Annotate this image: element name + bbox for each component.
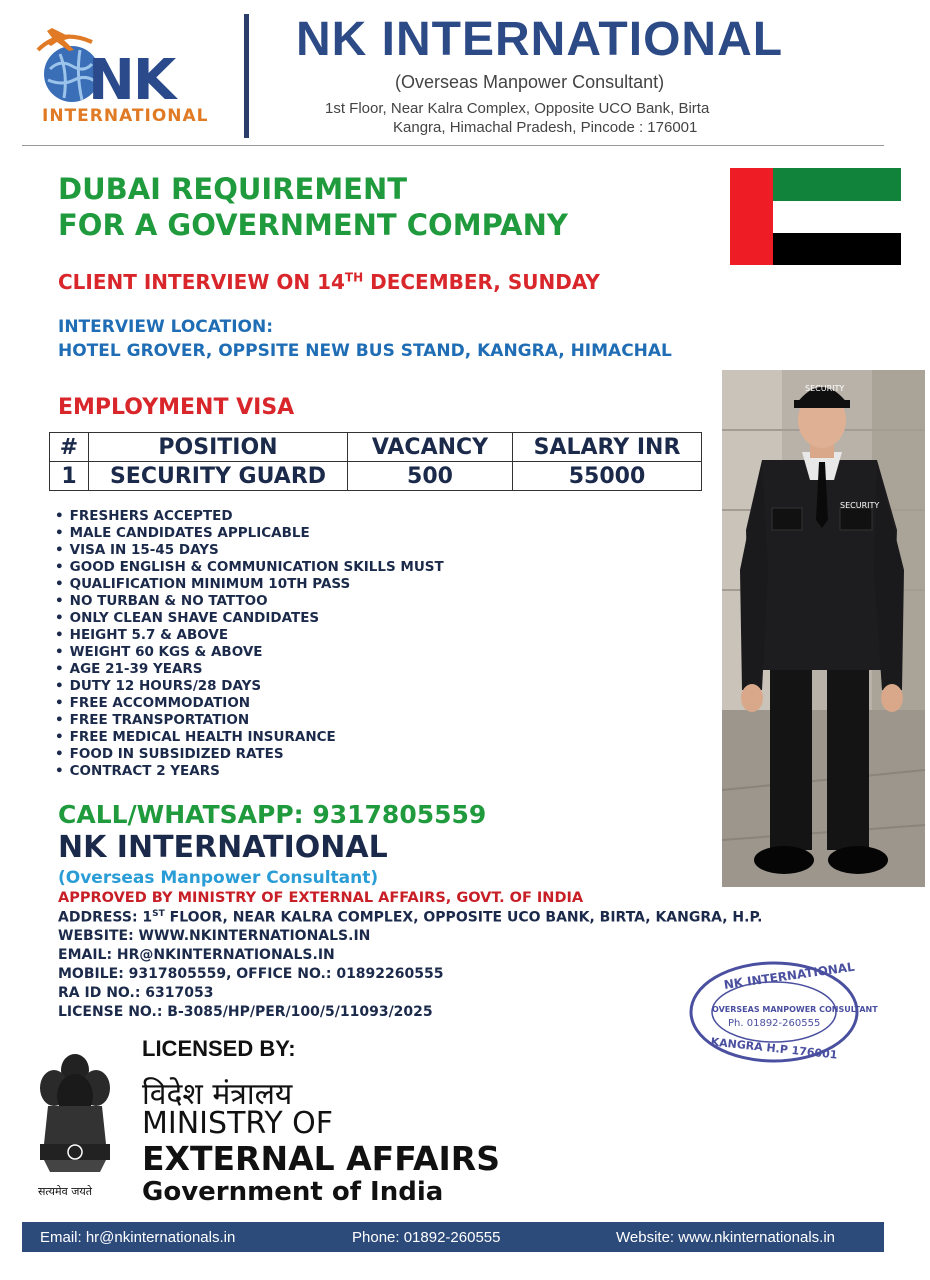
list-item: • WEIGHT 60 KGS & ABOVE [55, 644, 444, 661]
table-header: VACANCY [348, 433, 513, 462]
ministry-line3: Government of India [142, 1177, 444, 1207]
table-header-row [50, 433, 702, 462]
visa-type: EMPLOYMENT VISA [58, 395, 295, 420]
org-name: NK INTERNATIONAL [58, 830, 388, 865]
cap-text: SECURITY [805, 384, 845, 393]
interview-location-label: INTERVIEW LOCATION: [58, 317, 274, 337]
table-cell: SECURITY GUARD [89, 462, 348, 491]
address-prefix: ADDRESS: 1 [58, 909, 153, 926]
list-item: • FOOD IN SUBSIDIZED RATES [55, 746, 444, 763]
emblem-motto: सत्यमेव जयते [38, 1185, 93, 1198]
uae-flag-icon [730, 168, 901, 265]
table-header: # [50, 433, 89, 462]
footer-website[interactable]: Website: www.nkinternationals.in [616, 1229, 835, 1246]
licensed-by-label: LICENSED BY: [142, 1036, 296, 1061]
national-emblem [30, 1048, 120, 1203]
job-table [49, 432, 702, 491]
interview-date-suffix: DECEMBER, SUNDAY [363, 270, 600, 294]
table-header: POSITION [89, 433, 348, 462]
interview-date-sup: TH [344, 270, 364, 285]
list-item: • FRESHERS ACCEPTED [55, 508, 444, 525]
logo-text: NK [88, 48, 175, 113]
list-item: • FREE ACCOMMODATION [55, 695, 444, 712]
requirement-title-line2: FOR A GOVERNMENT COMPANY [58, 208, 568, 242]
company-address-line1: 1st Floor, Near Kalra Complex, Opposite UCO Bank, Birta [325, 100, 710, 117]
list-item: • NO TURBAN & NO TATTOO [55, 593, 444, 610]
company-title: NK INTERNATIONAL [296, 13, 784, 66]
list-item: • CONTRACT 2 YEARS [55, 763, 444, 780]
list-item: • DUTY 12 HOURS/28 DAYS [55, 678, 444, 695]
company-subtitle: (Overseas Manpower Consultant) [395, 72, 665, 92]
logo-subtext: INTERNATIONAL [42, 106, 209, 126]
ministry-line1: MINISTRY OF [142, 1106, 334, 1141]
stamp-middle-text: OVERSEAS MANPOWER CONSULTANT [712, 1005, 878, 1014]
table-cell: 55000 [513, 462, 702, 491]
interview-date [58, 270, 600, 294]
table-cell: 1 [50, 462, 89, 491]
table-header: SALARY INR [513, 433, 702, 462]
website-line: WEBSITE: WWW.NKINTERNATIONALS.IN [58, 928, 371, 944]
address-line [58, 909, 762, 926]
list-item: • VISA IN 15-45 DAYS [55, 542, 444, 559]
ra-id-line: RA ID NO.: 6317053 [58, 985, 214, 1001]
org-subtitle: (Overseas Manpower Consultant) [58, 868, 379, 888]
list-item: • FREE TRANSPORTATION [55, 712, 444, 729]
list-item: • FREE MEDICAL HEALTH INSURANCE [55, 729, 444, 746]
ministry-line2: EXTERNAL AFFAIRS [142, 1139, 500, 1178]
list-item: • GOOD ENGLISH & COMMUNICATION SKILLS MUST [55, 559, 444, 576]
stamp-phone-text: Ph. 01892-260555 [728, 1018, 821, 1029]
company-logo [30, 18, 220, 133]
table-cell: 500 [348, 462, 513, 491]
interview-date-prefix: CLIENT INTERVIEW ON 14 [58, 270, 345, 294]
address-sup: ST [152, 909, 165, 919]
interview-location-value: HOTEL GROVER, OPPSITE NEW BUS STAND, KANGRA, HIMACHAL [58, 341, 672, 361]
footer-phone[interactable]: Phone: 01892-260555 [352, 1229, 501, 1246]
chest-badge-text: SECURITY [840, 501, 880, 510]
header-divider [244, 14, 249, 138]
email-line: EMAIL: HR@NKINTERNATIONALS.IN [58, 947, 335, 963]
footer-bar [22, 1222, 884, 1252]
list-item: • MALE CANDIDATES APPLICABLE [55, 525, 444, 542]
approval-note: APPROVED BY MINISTRY OF EXTERNAL AFFAIRS, GOVT. OF INDIA [58, 890, 584, 906]
list-item: • HEIGHT 5.7 & ABOVE [55, 627, 444, 644]
table-row [50, 462, 702, 491]
security-guard-photo [722, 370, 925, 887]
header-rule [22, 145, 884, 146]
call-whatsapp: CALL/WHATSAPP: 9317805559 [58, 800, 487, 829]
list-item: • QUALIFICATION MINIMUM 10TH PASS [55, 576, 444, 593]
company-address-line2: Kangra, Himachal Pradesh, Pincode : 176001 [393, 119, 698, 136]
stamp-top-text: NK INTERNATIONAL [722, 959, 856, 992]
address-suffix: FLOOR, NEAR KALRA COMPLEX, OPPOSITE UCO BANK, BIRTA, KANGRA, H.P. [164, 909, 763, 926]
requirement-title-line1: DUBAI REQUIREMENT [58, 172, 408, 206]
list-item: • ONLY CLEAN SHAVE CANDIDATES [55, 610, 444, 627]
list-item: • AGE 21-39 YEARS [55, 661, 444, 678]
company-stamp [688, 959, 878, 1064]
license-line: LICENSE NO.: B-3085/HP/PER/100/5/11093/2025 [58, 1004, 433, 1020]
ministry-hindi: विदेश मंत्रालय [142, 1077, 293, 1112]
requirements-list [55, 508, 444, 780]
footer-email[interactable]: Email: hr@nkinternationals.in [40, 1229, 236, 1246]
mobile-line: MOBILE: 9317805559, OFFICE NO.: 01892260555 [58, 966, 444, 982]
ashoka-emblem-icon [30, 1048, 120, 1203]
stamp-bottom-text: KANGRA H.P 176001 [710, 1035, 838, 1062]
